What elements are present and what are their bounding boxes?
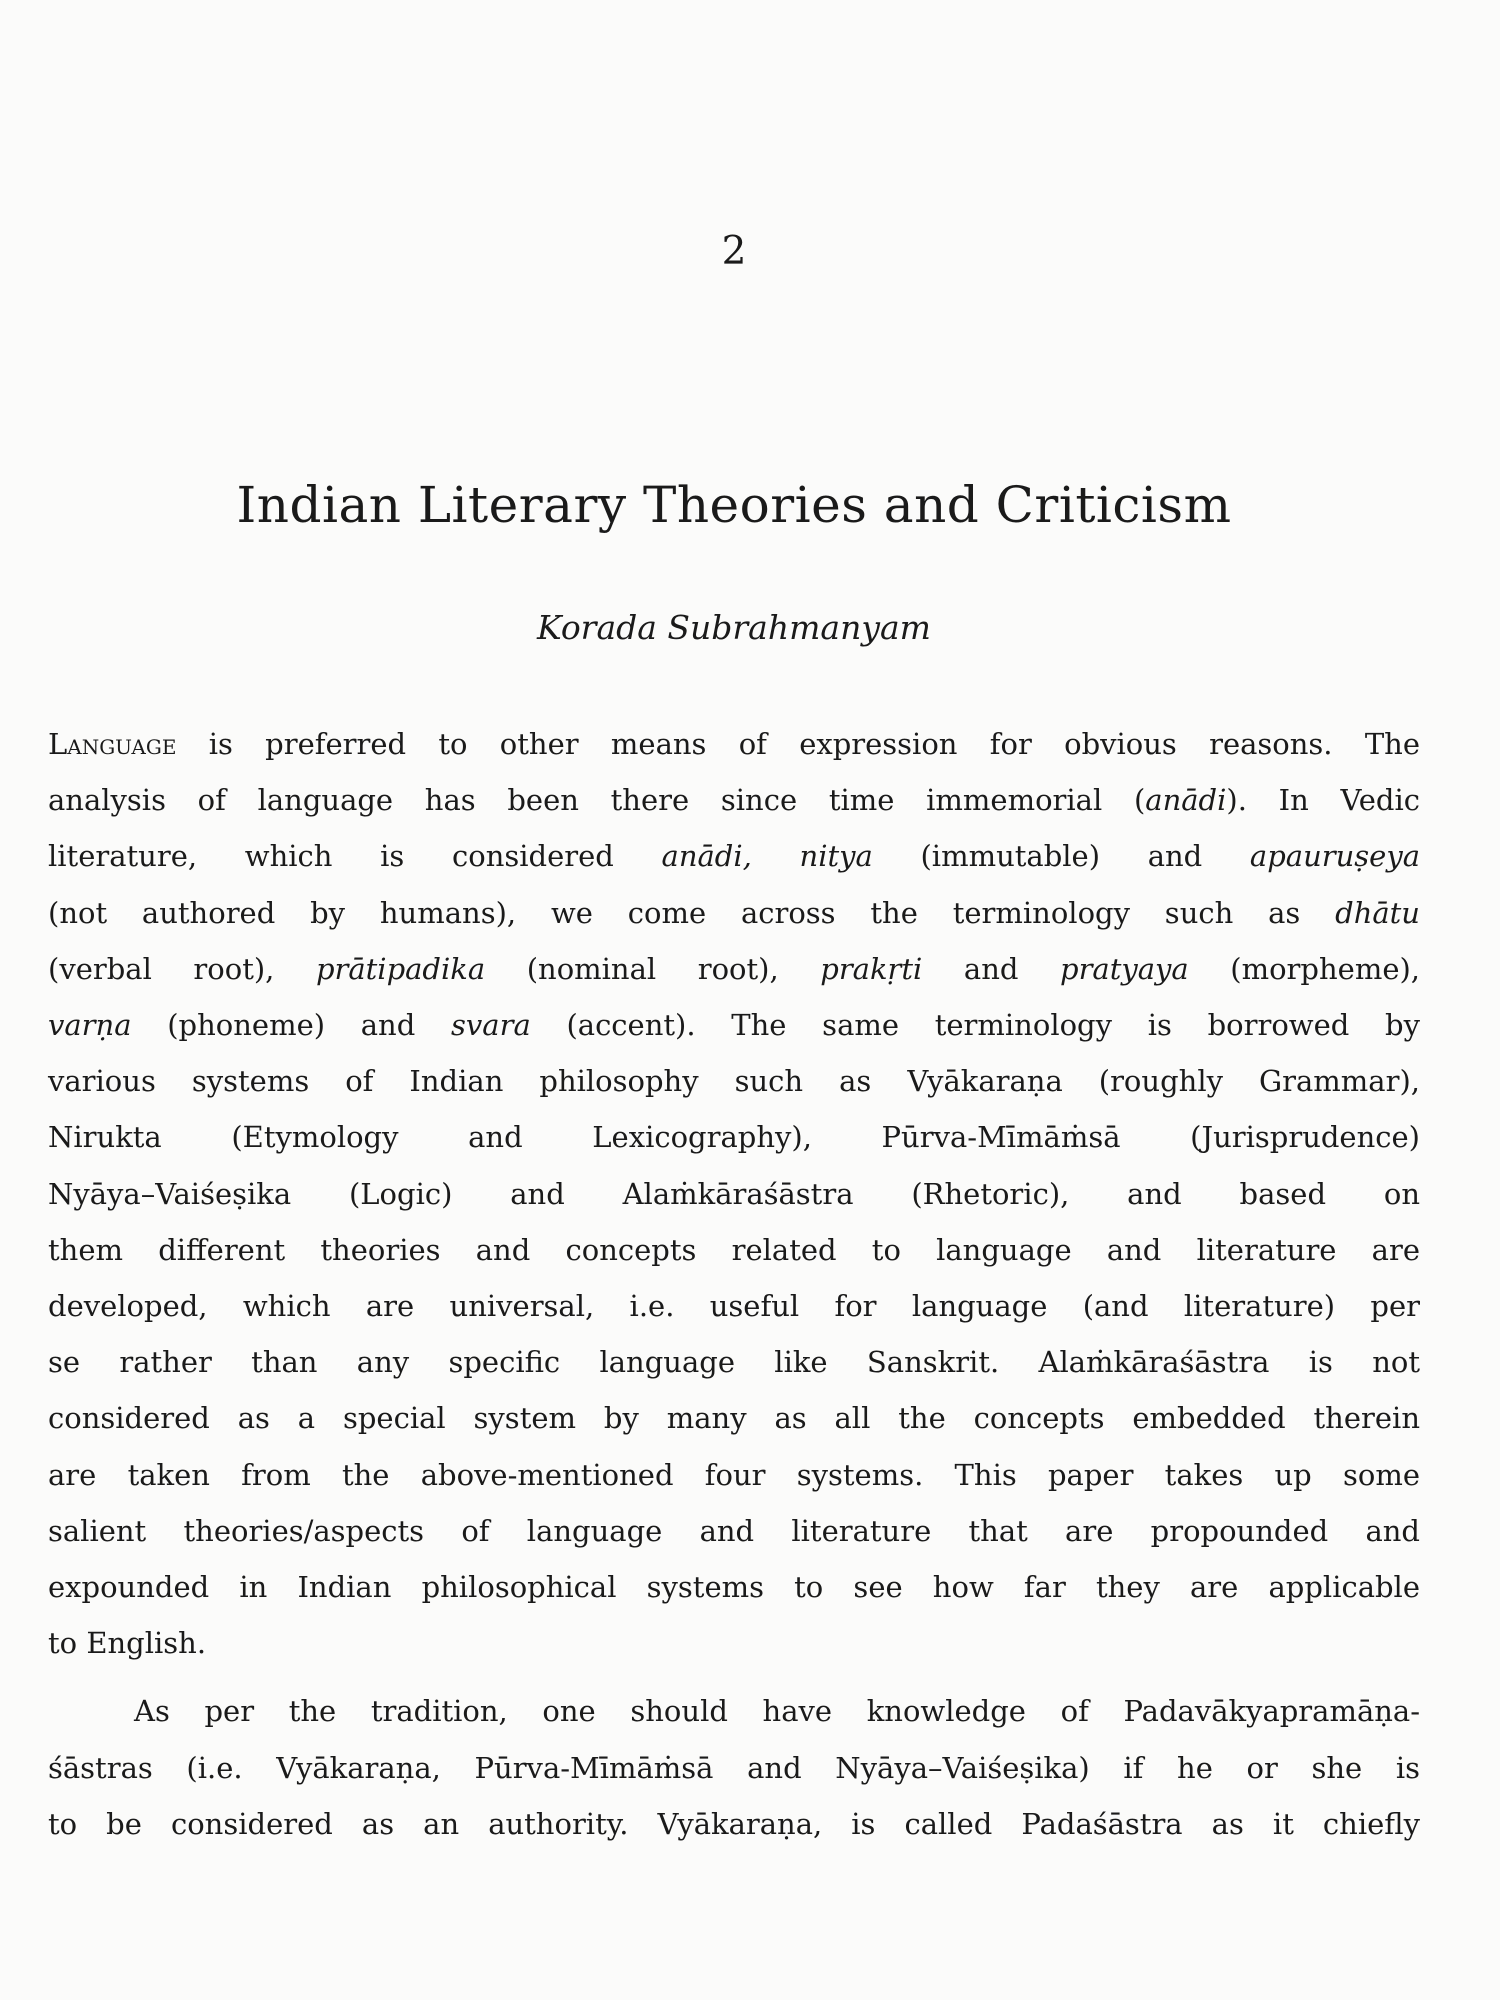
text-line [48,1053,1420,1109]
text-run: (immutable) and [872,839,1250,874]
text-line [48,828,1420,884]
italic-term: prakṛti [820,951,923,986]
chapter-number: 2 [721,229,747,274]
text-run: ). In Vedic [1226,783,1421,818]
text-line [48,1390,1420,1446]
text-run: literature, which is considered [48,839,662,874]
lead-word: Language [48,727,177,761]
text-run: (verbal root), [48,951,316,986]
text-run: various systems of Indian philosophy such as Vyākaraṇa (roughly Grammar), [48,1064,1420,1099]
text-run: Nirukta (Etymology and Lexicography), Pūrva-Mīmāṁsā (Jurisprudence) [48,1120,1420,1155]
italic-term: dhātu [1335,895,1420,930]
text-line [48,1334,1420,1390]
text-run: developed, which are universal, i.e. useful for language (and literature) per [48,1289,1420,1324]
text-line [48,1796,1420,1852]
text-run: them different theories and concepts related to language and literature are [48,1232,1420,1267]
text-run: As per the tradition, one should have knowledge of Padavākyapramāṇa- [134,1694,1420,1729]
text-run: (nominal root), [485,951,821,986]
text-line [48,1278,1420,1334]
author-name: Korada Subrahmanyam [537,608,931,647]
italic-term: apauruṣeya [1249,839,1420,874]
italic-term: varṇa [48,1008,132,1043]
text-run: (accent). The same terminology is borrowed by [530,1008,1421,1043]
text-run: expounded in Indian philosophical systems to see how far they are applicable [48,1570,1420,1605]
text-line [48,997,1420,1053]
text-run: is preferred to other means of expression for obvious reasons. The [176,727,1420,761]
text-line [48,716,1420,772]
text-run: to be considered as an authority. Vyākaraṇa, is called Padaśāstra as it chiefly [48,1806,1420,1841]
text-run: (phoneme) and [131,1008,452,1043]
text-line [48,1503,1420,1559]
text-run: se rather than any specific language like Sanskrit. Alaṁkāraśāstra is not [48,1345,1420,1380]
text-line [48,1740,1420,1796]
text-run: are taken from the above-mentioned four systems. This paper takes up some [48,1457,1420,1492]
text-line [48,885,1420,941]
text-line [48,772,1420,828]
paragraph-intro [48,716,1420,1671]
italic-term: svara [451,1008,531,1043]
paragraph-tradition [48,1683,1420,1852]
text-run: considered as a special system by many as all the concepts embedded therein [48,1401,1420,1436]
text-line [48,941,1420,997]
italic-term: anādi, nitya [661,839,873,874]
text-line [48,1109,1420,1165]
body-text [48,716,1420,1852]
text-run: (not authored by humans), we come across the terminology such as [48,895,1336,930]
text-line [48,1683,1420,1739]
text-line [48,1559,1420,1615]
text-run: (morpheme), [1188,951,1421,986]
italic-term: prātipadika [315,951,486,986]
text-run: salient theories/aspects of language and literature that are propounded and [48,1513,1420,1548]
italic-term: pratyaya [1060,951,1189,986]
text-run: śāstras (i.e. Vyākaraṇa, Pūrva-Mīmāṁsā and Nyāya–Vaiśeṣika) if he or she is [48,1750,1420,1785]
italic-term: anādi [1145,783,1227,818]
text-line [48,1615,1420,1671]
text-line [48,1222,1420,1278]
text-run: Nyāya–Vaiśeṣika (Logic) and Alaṁkāraśāstra (Rhetoric), and based on [48,1176,1420,1211]
text-run: and [922,951,1060,986]
chapter-title: Indian Literary Theories and Criticism [236,476,1232,534]
text-line [48,1166,1420,1222]
text-line [48,1447,1420,1503]
text-run: to English. [48,1626,207,1661]
text-run: analysis of language has been there since time immemorial ( [48,783,1146,818]
